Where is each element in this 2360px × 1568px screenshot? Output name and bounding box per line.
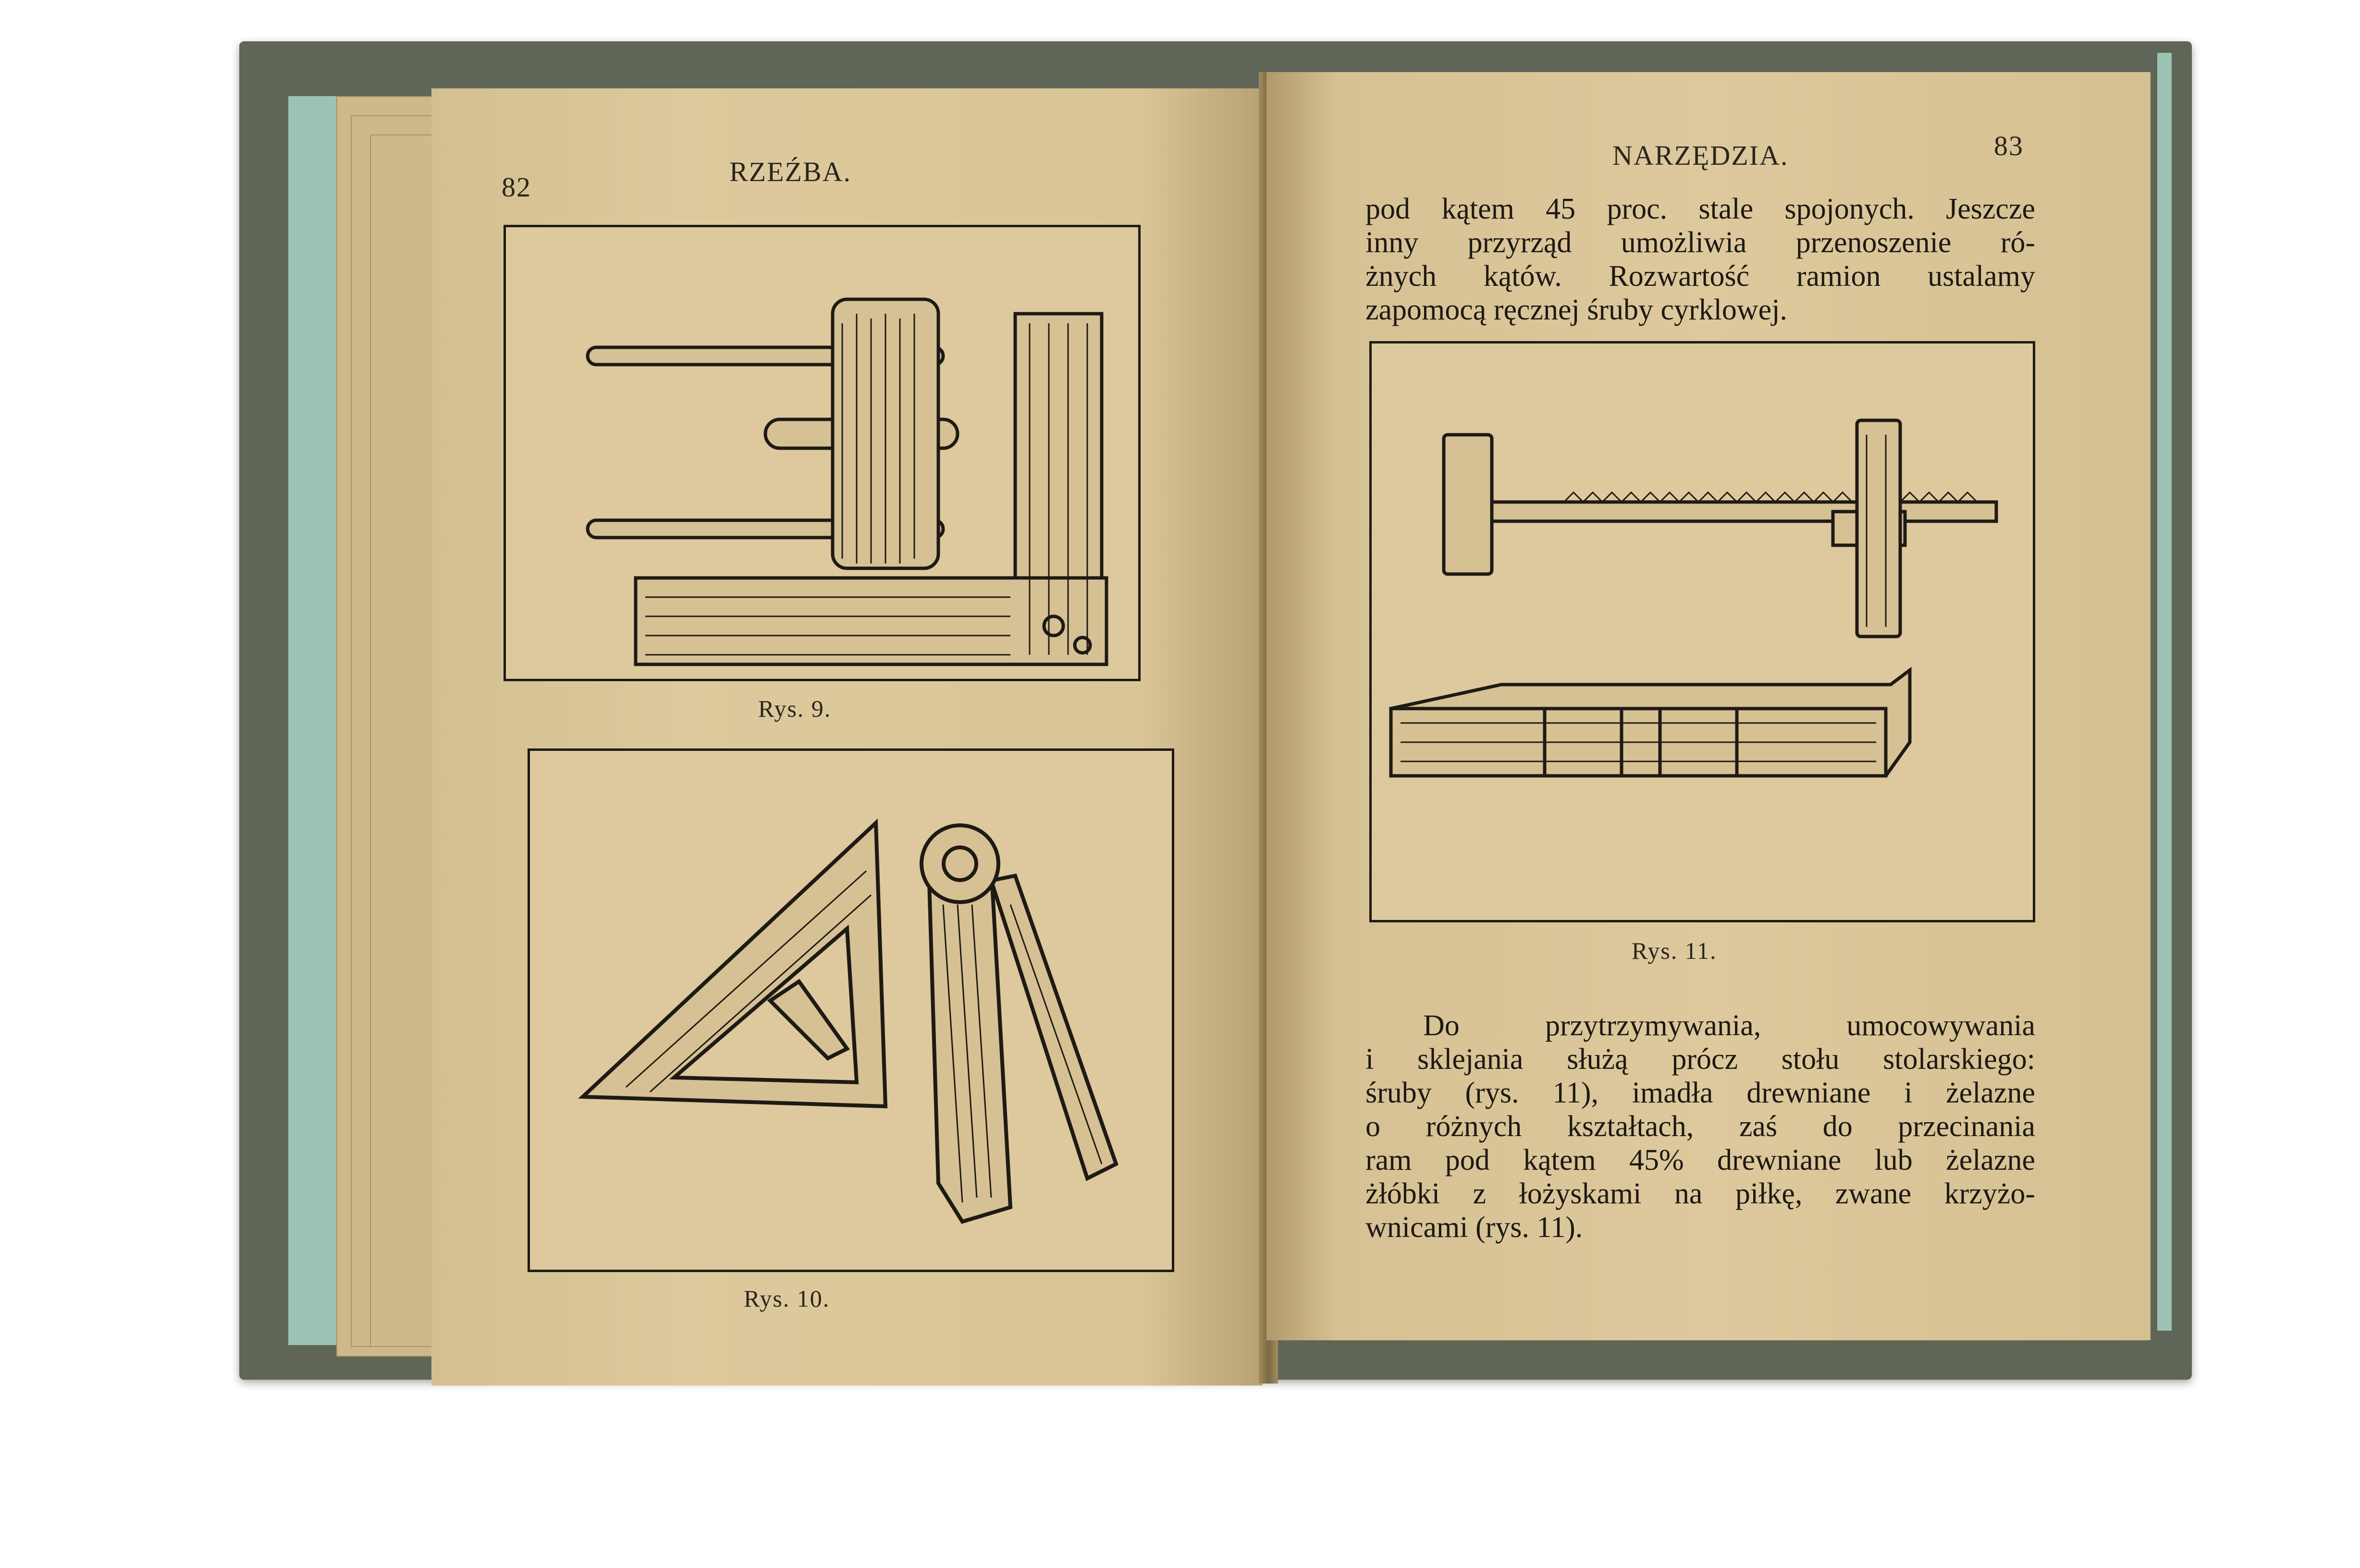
running-head-left: RZEŹBA. xyxy=(729,156,852,187)
figure-11-drawing xyxy=(1372,343,2033,920)
left-page xyxy=(431,88,1263,1385)
text-line: zapomocą ręcznej śruby cyrklowej. xyxy=(1365,294,1787,326)
figure-10-drawing xyxy=(530,751,1172,1270)
text-line: pod kątem 45 proc. stale spojonych. Jeszcze xyxy=(1365,193,2035,225)
text-line: śruby (rys. 11), imadła drewniane i żelazne xyxy=(1365,1077,2035,1109)
book-edge-right xyxy=(2157,53,2172,1331)
figure-10-caption: Rys. 10. xyxy=(744,1285,830,1312)
text-line: wnicami (rys. 11). xyxy=(1365,1211,1583,1244)
page-number-left: 82 xyxy=(502,172,531,203)
figure-11 xyxy=(1369,341,2035,922)
text-line: o różnych kształtach, zaś do przecinania xyxy=(1365,1110,2035,1143)
text-line: żłóbki z łożyskami na piłkę, zwane krzyżo- xyxy=(1365,1177,2035,1210)
text-line: inny przyrząd umożliwia przenoszenie ró- xyxy=(1365,226,2035,259)
text-line: ram pod kątem 45% drewniane lub żelazne xyxy=(1365,1144,2035,1176)
figure-11-caption: Rys. 11. xyxy=(1632,937,1717,964)
paragraph-bottom xyxy=(1365,1009,2035,1244)
running-head-right: NARZĘDZIA. xyxy=(1612,140,1789,171)
page-stack xyxy=(370,135,439,1347)
figure-9-caption: Rys. 9. xyxy=(758,695,832,722)
text-line: żnych kątów. Rozwartość ramion ustalamy xyxy=(1365,260,2035,293)
paragraph-top xyxy=(1365,192,2035,327)
figure-9 xyxy=(504,225,1141,681)
right-page xyxy=(1266,72,2151,1340)
text-line: Do przytrzymywania, umocowywania xyxy=(1423,1009,2035,1042)
figure-9-drawing xyxy=(506,227,1138,679)
figure-10 xyxy=(528,748,1174,1272)
page-number-right: 83 xyxy=(1994,130,2024,161)
text-line: i sklejania służą prócz stołu stolarskiego: xyxy=(1365,1043,2035,1076)
